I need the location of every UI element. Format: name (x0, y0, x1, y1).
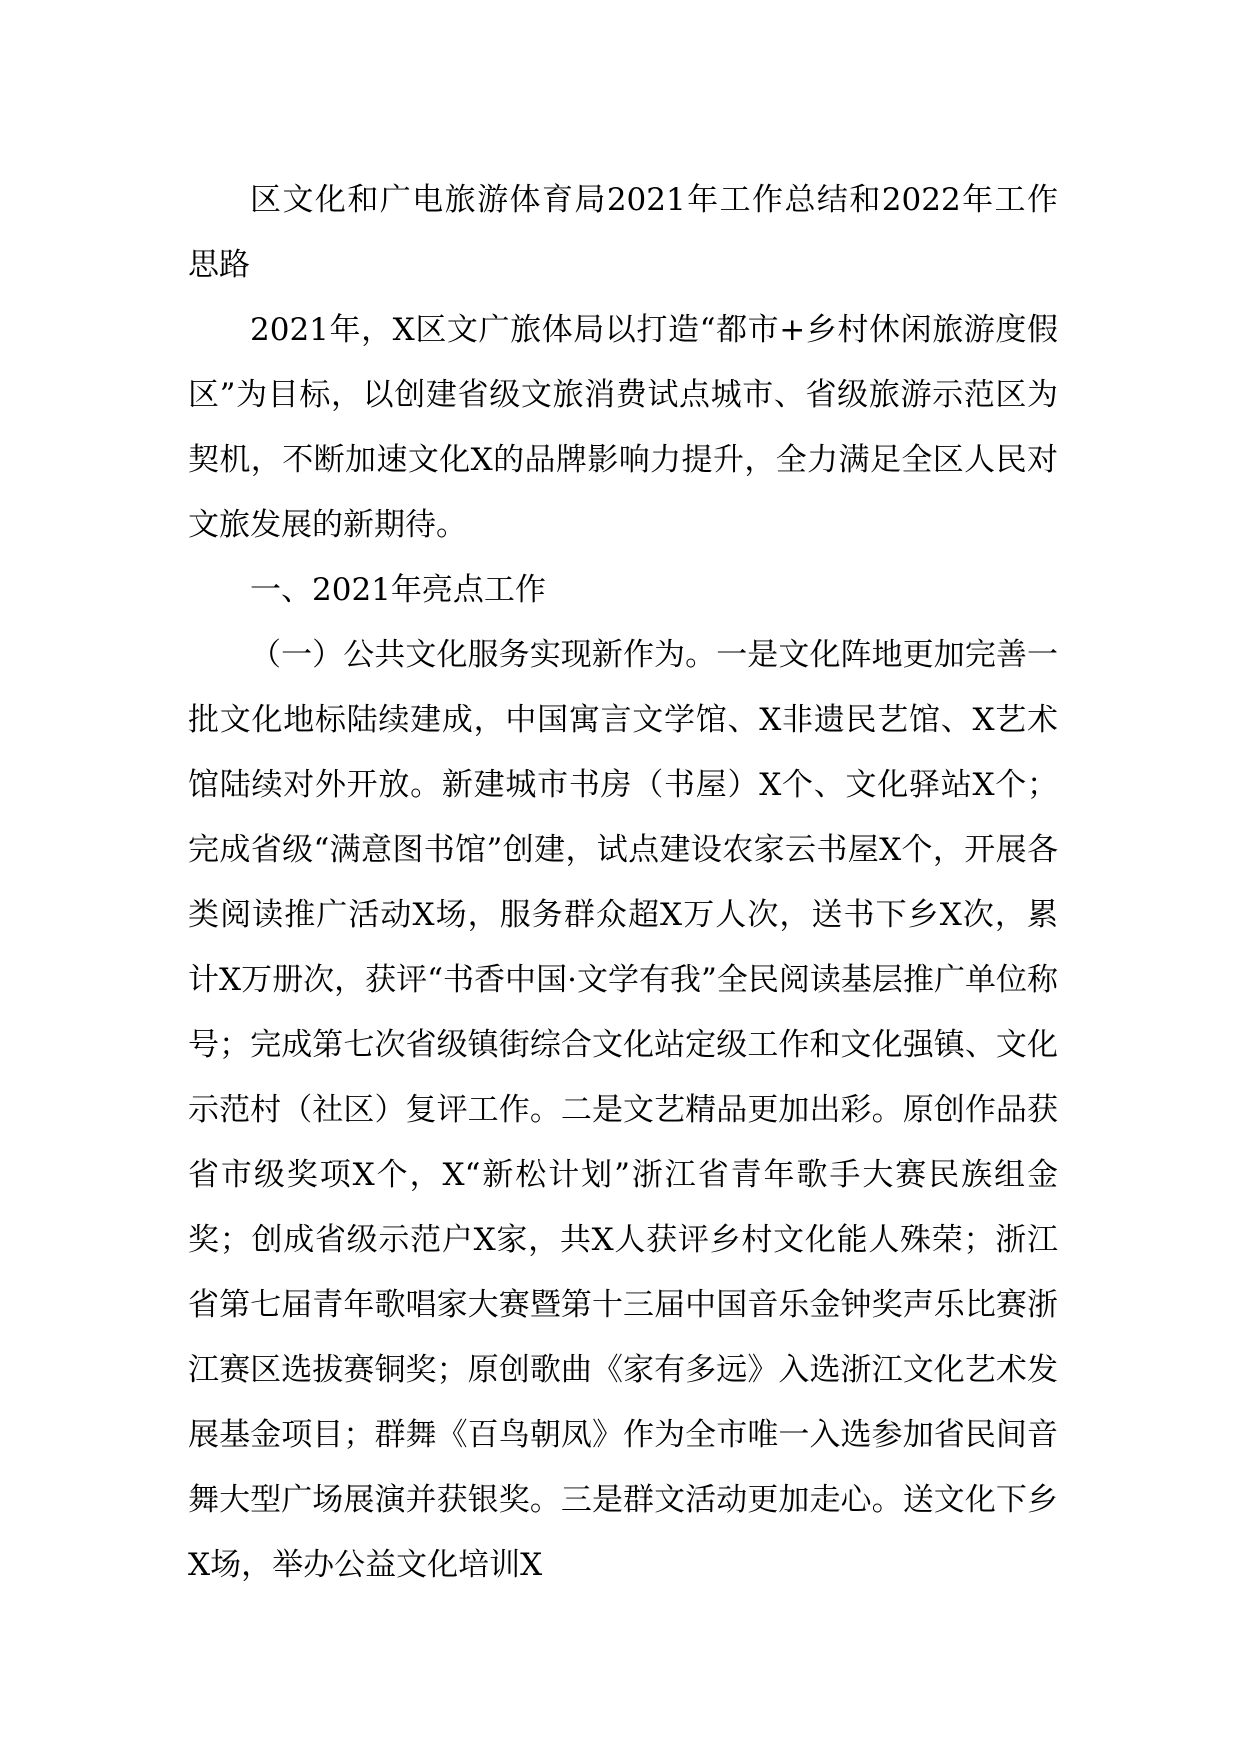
body-paragraph: （一）公共文化服务实现新作为。一是文化阵地更加完善一批文化地标陆续建成，中国寓言文学馆、X非遗民艺馆、X艺术馆陆续对外开放。新建城市书房（书屋）X个、文化驿站X个；完成省级“满意图书馆”创建，试点建设农家云书屋X个，开展各类阅读推广活动X场，服务群众超X万人次，送书下乡X次，累计X万册次，获评“书香中国·文学有我”全民阅读基层推广单位称号；完成第七次省级镇街综合文化站定级工作和文化强镇、文化示范村（社区）复评工作。二是文艺精品更加出彩。原创作品获省市级奖项X个，X“新松计划”浙江省青年歌手大赛民族组金奖；创成省级示范户X家，共X人获评乡村文化能人殊荣；浙江省第七届青年歌唱家大赛暨第十三届中国音乐金钟奖声乐比赛浙江赛区选拔赛铜奖；原创歌曲《家有多远》入选浙江文化艺术发展基金项目；群舞《百鸟朝凤》作为全市唯一入选参加省民间音舞大型广场展演并获银奖。三是群文活动更加走心。送文化下乡X场，举办公益文化培训X (188, 637, 1058, 1583)
section-heading: 一、2021年亮点工作 (250, 572, 546, 608)
document-page (188, 168, 1058, 1598)
document-title: 区文化和广电旅游体育局2021年工作总结和2022年工作思路 (188, 182, 1058, 283)
intro-paragraph: 2021年，X区文广旅体局以打造“都市+乡村休闲旅游度假区”为目标，以创建省级文旅消费试点城市、省级旅游示范区为契机，不断加速文化X的品牌影响力提升，全力满足全区人民对文旅发展的新期待。 (188, 312, 1058, 543)
